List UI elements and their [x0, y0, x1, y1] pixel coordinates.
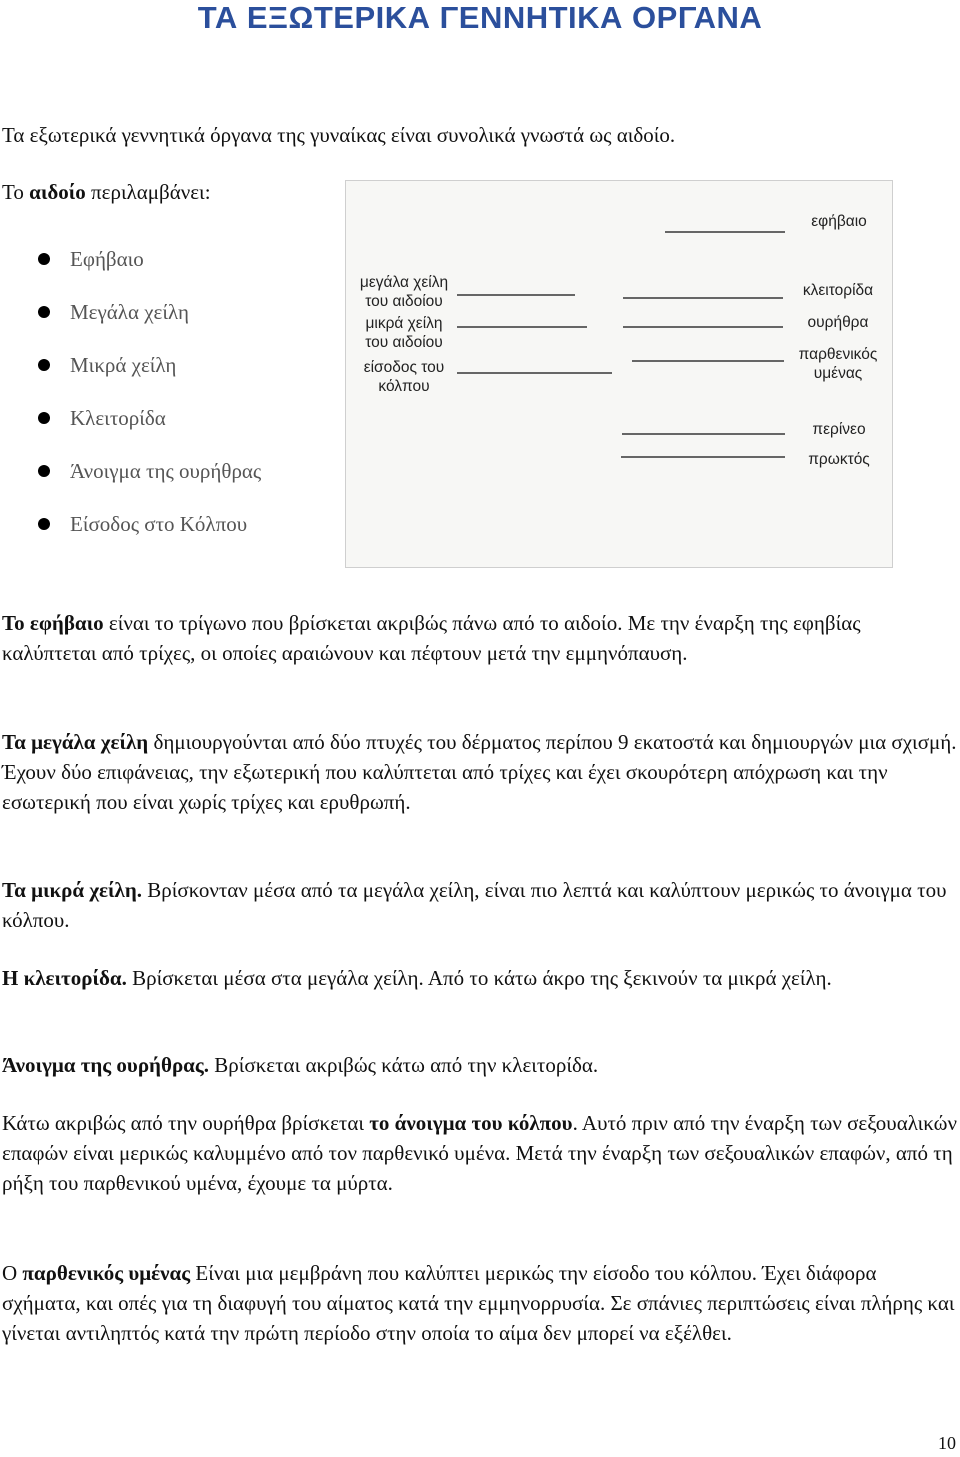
para-text: Βρίσκεται ακριβώς κάτω από την κλειτορίδα. [209, 1053, 599, 1077]
leader-line [623, 326, 783, 328]
includes-post: περιλαμβάνει: [85, 180, 211, 204]
list-item [38, 391, 261, 444]
bullet-dot-icon [38, 412, 50, 424]
para-text: Βρίσκονταν μέσα από τα μεγάλα χείλη, είναι πιο λεπτά και καλύπτουν μερικώς το άνοιγμα του κόλπου. [2, 878, 947, 932]
paragraph-mons [2, 608, 957, 668]
list-item-label: Άνοιγμα της ουρήθρας [70, 458, 262, 483]
leader-line [621, 456, 785, 458]
label-hymen: παρθενικός υμένας [798, 346, 878, 382]
label-urethra: ουρήθρα [807, 314, 869, 331]
para-text: Βρίσκεται μέσα στα μεγάλα χείλη. Από το κάτω άκρο της ξεκινούν τα μικρά χείλη. [126, 966, 832, 990]
para-text: . Αυτό πριν από την έναρξη των σεξουαλικών επαφών είναι μερικώς καλυμμένο από τον παρθενικό υμένα. Μετά την έναρξη των σεξουαλικών επαφών, από τη ρήξη του παρθενικού υμένα, έχουμε τα μύρτα. [2, 1111, 957, 1195]
leader-line [665, 231, 785, 233]
page-title: ΤΑ ΕΞΩΤΕΡΙΚΑ ΓΕΝΝΗΤΙΚΑ ΟΡΓΑΝΑ [197, 0, 763, 35]
leader-line [457, 326, 587, 328]
includes-bold: αιδοίο [29, 180, 86, 204]
label-labia-majora: μεγάλα χείλη του αιδοίου [359, 274, 449, 310]
leader-line [457, 294, 575, 296]
list-item-label: Εφήβαιο [70, 246, 144, 271]
para-term: Το εφήβαιο [2, 611, 104, 635]
para-term: παρθενικός υμένας [22, 1261, 191, 1285]
para-pre: Ο [2, 1261, 23, 1285]
para-pre: Κάτω ακριβώς από την ουρήθρα βρίσκεται [2, 1111, 370, 1135]
bullet-dot-icon [38, 465, 50, 477]
list-item [38, 497, 261, 550]
label-perineum: περίνεο [812, 421, 866, 438]
para-term: Άνοιγμα της ουρήθρας. [2, 1053, 210, 1077]
list-item-label: Κλειτορίδα [70, 405, 166, 430]
label-vaginal-entrance: είσοδος του κόλπου [363, 359, 445, 395]
leader-line [623, 297, 783, 299]
paragraph-labia-majora [2, 727, 957, 817]
list-item [38, 338, 261, 391]
para-text: είναι το τρίγωνο που βρίσκεται ακριβώς πάνω από το αιδοίο. Με την έναρξη της εφηβίας καλύπτεται από τρίχες, οι οποίες αραιώνουν και πέφτουν μετά την εμμηνόπαυση. [2, 611, 861, 665]
paragraph-vaginal-opening [2, 1108, 957, 1198]
paragraph-labia-minora [2, 875, 957, 935]
label-anus: πρωκτός [808, 451, 870, 468]
list-item-label: Μικρά χείλη [70, 352, 177, 377]
para-term: Τα μεγάλα χείλη [2, 730, 149, 754]
paragraph-urethral-opening [2, 1050, 957, 1080]
leader-line [622, 433, 785, 435]
leader-line [632, 360, 784, 362]
label-mons-pubis: εφήβαιο [811, 213, 867, 230]
list-item [38, 285, 261, 338]
bullet-dot-icon [38, 253, 50, 265]
intro-text: Τα εξωτερικά γεννητικά όργανα της γυναίκας είναι συνολικά γνωστά ως αιδοίο. [2, 123, 676, 147]
includes-pre: Το [2, 180, 30, 204]
bullet-dot-icon [38, 306, 50, 318]
paragraph-hymen [2, 1258, 957, 1348]
para-term: Τα μικρά χείλη. [2, 878, 143, 902]
list-item-label: Μεγάλα χείλη [70, 299, 189, 324]
bullet-dot-icon [38, 359, 50, 371]
anatomy-figure [345, 180, 893, 568]
para-term: το άνοιγμα του κόλπου [369, 1111, 573, 1135]
para-text: δημιουργούνται από δύο πτυχές του δέρματος περίπου 9 εκατοστά και δημιουργών μια σχισμή. Έχουν δύο επιφάνειας, την εξωτερική που καλύπτεται από τρίχες και έχει σκουρότερη απόχρωση και την εσωτερική που είναι χωρίς τρίχες και ερυθρωπή. [2, 730, 957, 814]
paragraph-clitoris [2, 963, 957, 993]
leader-line [457, 372, 612, 374]
label-labia-minora: μικρά χείλη του αιδοίου [365, 315, 443, 351]
list-item [38, 444, 261, 497]
list-item-label: Είσοδος στο Κόλπου [70, 511, 248, 536]
page-number: 10 [938, 1433, 956, 1453]
bullet-dot-icon [38, 518, 50, 530]
label-clitoris: κλειτορίδα [802, 282, 874, 299]
includes-line [2, 177, 211, 207]
list-item [38, 232, 261, 285]
para-text: Είναι μια μεμβράνη που καλύπτει μερικώς την είσοδο του κόλπου. Έχει διάφορα σχήματα, και οπές για τη διαφυγή του αίματος κατά την εμμηνορρυσία. Σε σπάνιες περιπτώσεις είναι πλήρης και γίνεται αντιληπτός κατά την πρώτη περίοδο στην οποία το αίμα δεν μπορεί να εξέλθει. [2, 1261, 955, 1345]
vulva-parts-list [38, 232, 261, 550]
para-term: Η κλειτορίδα. [2, 966, 127, 990]
